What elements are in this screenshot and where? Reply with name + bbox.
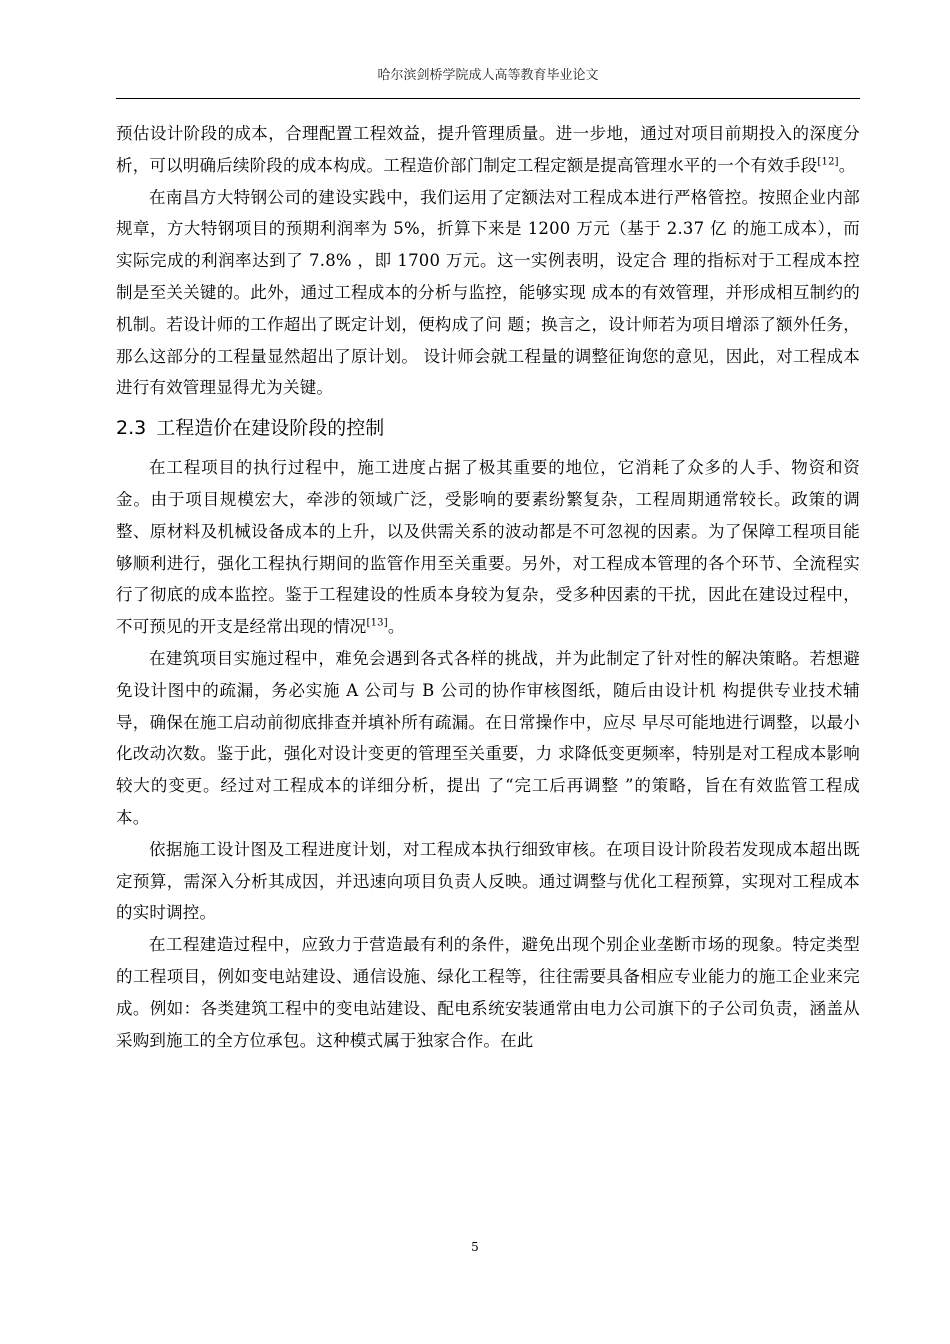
paragraph-1-text: 预估设计阶段的成本，合理配置工程效益，提升管理质量。进一步地，通过对项目前期投入的深度分析，可以明确后续阶段的成本构成。工程造价部门制定工程定额是提高管理水平的一个有效手段 [116,124,860,175]
paragraph-5: 依据施工设计图及工程进度计划，对工程成本执行细致审核。在项目设计阶段若发现成本超出既定预算，需深入分析其成因，并迅速向项目负责人反映。通过调整与优化工程预算，实现对工程成本的实时调控。 [116,839,860,923]
paragraph-3-end: 。 [387,617,405,637]
paragraph-2: 在南昌方大特钢公司的建设实践中，我们运用了定额法对工程成本进行严格管控。按照企业内部规章，方大特钢项目的预期利润率为 5%，折算下来是 1200 万元（基于 2.37 亿 的施工成本），而实际完成的利润率达到了 7.8% ，即 1700 万元。这一实例表明，设定合 理的指标对于工程成本控制是至关关键的。此外，通过工程成本的分析与监控，能够实现 成本的有效管理，并形成相互制约的机制。若设计师的工作超出了既定计划，便构成了问 题；换言之，设计师若为项目增添了额外任务，那么这部分的工程量显然超出了原计划。 设计师会就工程量的调整征询您的意见，因此，对工程成本进行有效管理显得尤为关键。 [116,187,860,398]
section-title: 工程造价在建设阶段的控制 [156,417,385,440]
paragraph-3 [116,452,860,643]
header-divider [116,98,860,99]
section-heading [116,410,860,446]
section-number: 2.3 [116,417,147,440]
paragraph-6: 在工程建造过程中，应致力于营造最有利的条件，避免出现个别企业垄断市场的现象。特定类型的工程项目，例如变电站建设、通信设施、绿化工程等，往往需要具备相应专业能力的施工企业来完成。例如：各类建筑工程中的变电站建设、配电系统安装通常由电力公司旗下的子公司负责，涵盖从采购到施工的全方位承包。这种模式属于独家合作。在此 [116,935,860,1050]
document-body [116,118,860,1056]
paragraph-3-text: 在工程项目的执行过程中，施工进度占据了极其重要的地位，它消耗了众多的人手、物资和资金。由于项目规模宏大，牵涉的领域广泛，受影响的要素纷繁复杂，工程周期通常较长。政策的调整、原材料及机械设备成本的上升，以及供需关系的波动都是不可忽视的因素。为了保障工程项目能够顺利进行，强化工程执行期间的监管作用至关重要。另外，对工程成本管理的各个环节、全流程实行了彻底的成本监控。鉴于工程建设的性质本身较为复杂，受多种因素的干扰，因此在建设过程中，不可预见的开支是经常出现的情况 [116,458,860,637]
citation-13: [13] [366,617,388,629]
citation-12: [12] [817,156,839,168]
running-header: 哈尔滨剑桥学院成人高等教育毕业论文 [377,68,599,83]
paragraph-1-end: 。 [838,155,856,175]
paragraph-1 [116,118,860,182]
page-number: 5 [471,1240,479,1254]
paragraph-4: 在建筑项目实施过程中，难免会遇到各式各样的挑战，并为此制定了针对性的解决策略。若想避免设计图中的疏漏，务必实施 A 公司与 B 公司的协作审核图纸，随后由设计机 构提供专业技术辅导，确保在施工启动前彻底排查并填补所有疏漏。在日常操作中，应尽 早尽可能地进行调整，以最小化改动次数。鉴于此，强化对设计变更的管理至关重要，力 求降低变更频率，特别是对工程成本影响较大的变更。经过对工程成本的详细分析，提出 了“完工后再调整 ”的策略，旨在有效监管工程成本。 [116,648,860,827]
